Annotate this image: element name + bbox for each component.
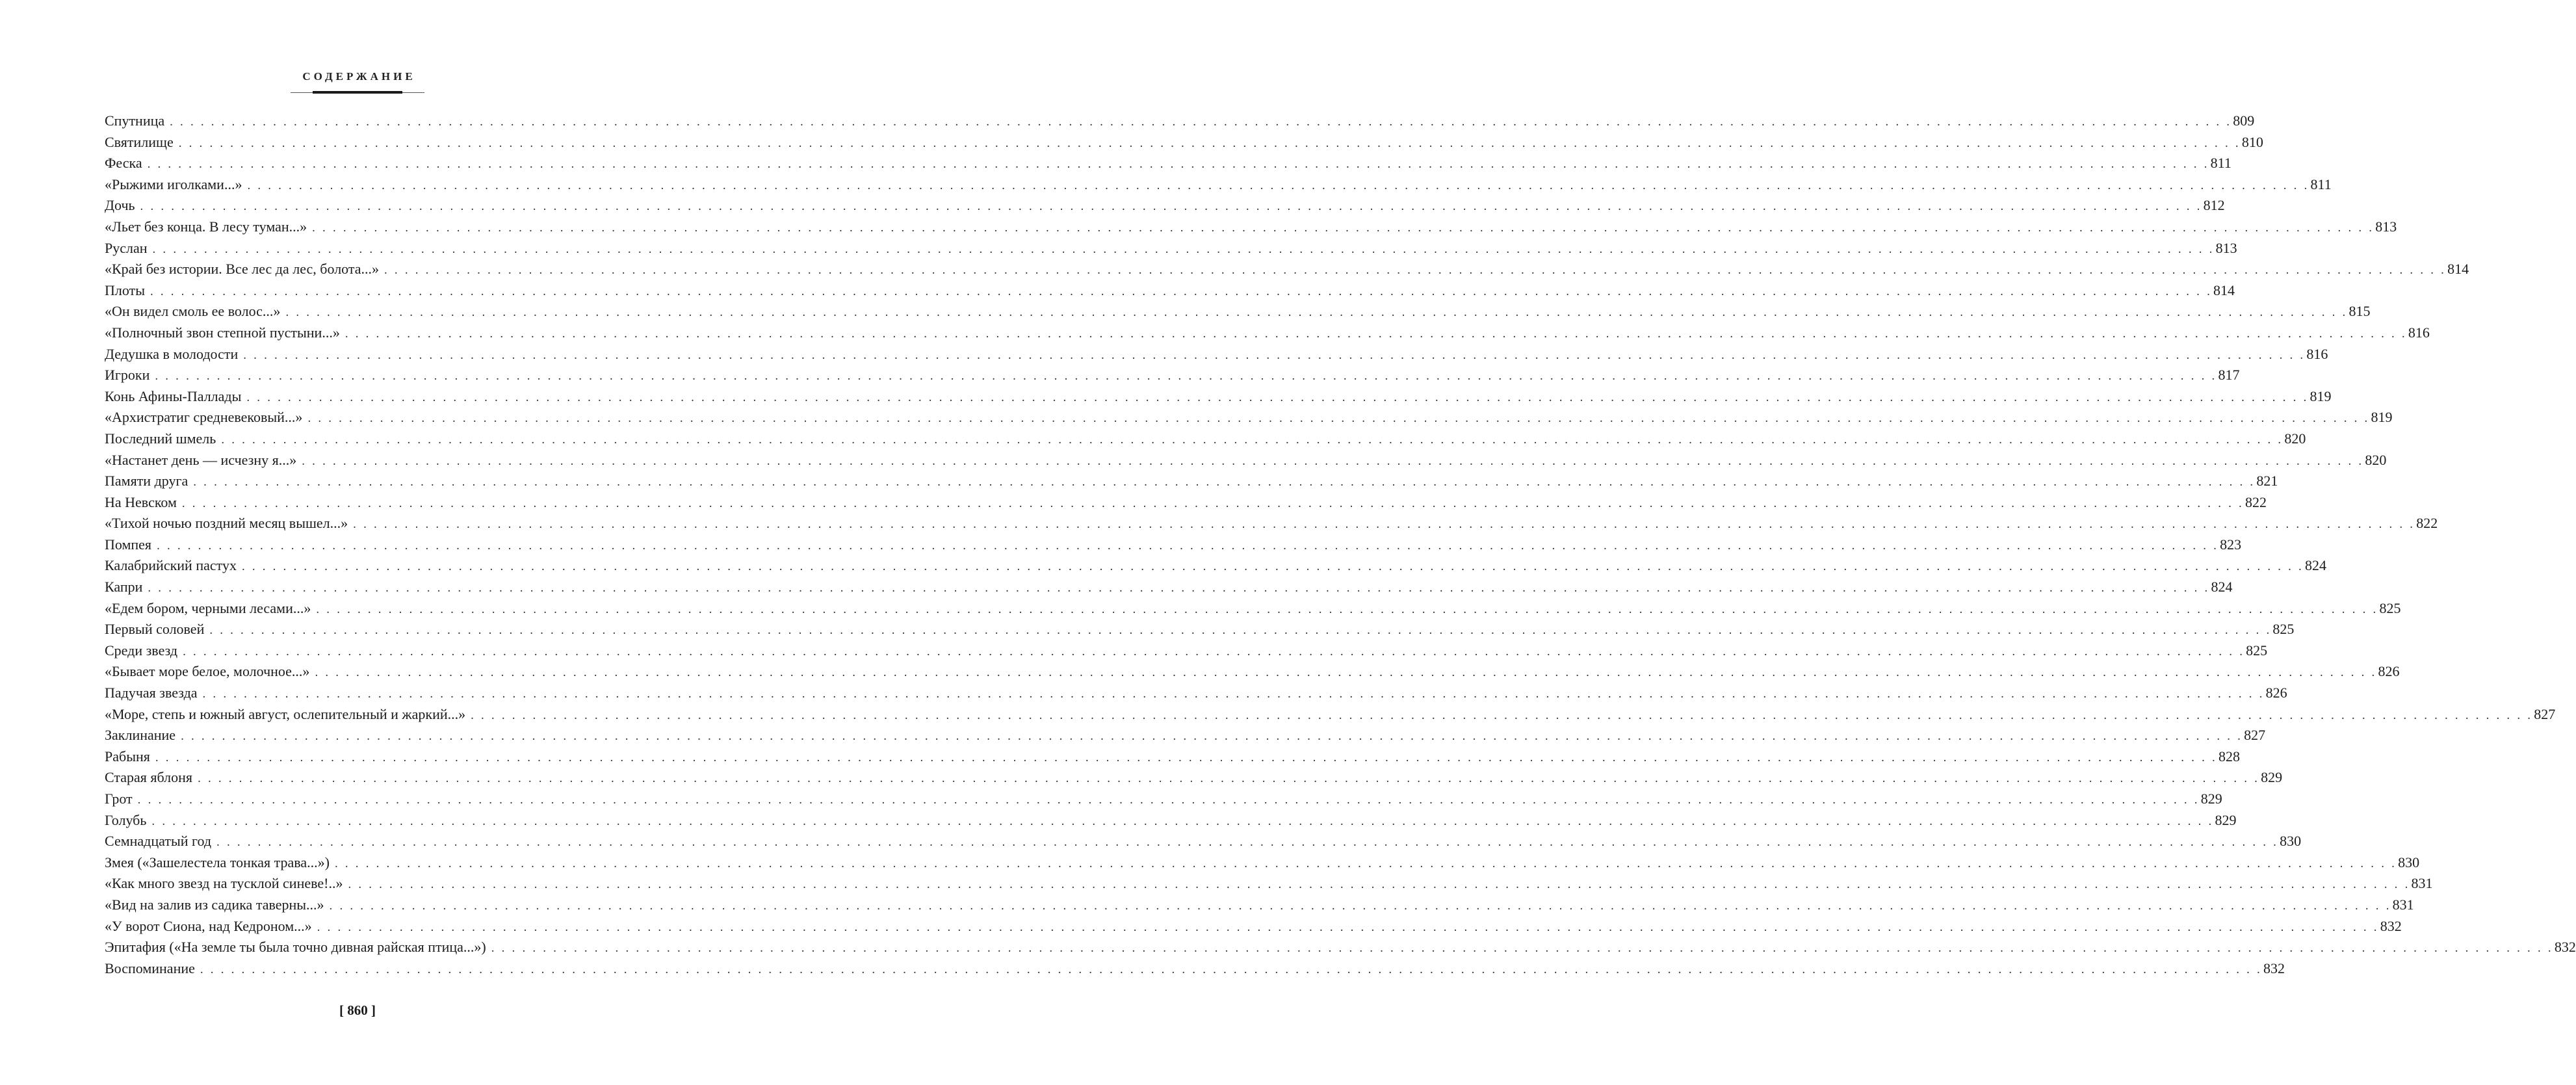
toc-entry-title: Памяти друга — [105, 473, 189, 490]
dot-leader: . . . . . . . . . . . . . . . . . . . . . . . . . . . . . . . . . . . . . . . . . . . . . . . . . . . . . . . . . . . . . . . . . . . . . . . . . . . . . . . . . . . . . . . . . . . . . . . . . . . . . . . . . . . . . . . . . . . . . . . . . . . . . . . . . . . . . . . . . . . . . . . . . . . . . . . . . . . . . . . . . . . . . . . . . . . . . . . . . . . . . . . . . . . . . . . . . . . . . . . . — [178, 136, 2241, 150]
toc-entry-title: «Вид на залив из садика таверны...» — [105, 896, 324, 913]
toc-entry-title: «Полночный звон степной пустыни...» — [105, 324, 340, 341]
toc-entry-title: Феска — [105, 155, 142, 172]
dot-leader: . . . . . . . . . . . . . . . . . . . . . . . . . . . . . . . . . . . . . . . . . . . . . . . . . . . . . . . . . . . . . . . . . . . . . . . . . . . . . . . . . . . . . . . . . . . . . . . . . . . . . . . . . . . . . . . . . . . . . . . . . . . . . . . . . . . . . . . . . . . . . . . . . . . . . . . . . . . . . . . . . . . . . . . . . . . . . . . . . . . . . . . . . . . . . . . . . . . . . . . . — [243, 348, 2306, 362]
dot-leader: . . . . . . . . . . . . . . . . . . . . . . . . . . . . . . . . . . . . . . . . . . . . . . . . . . . . . . . . . . . . . . . . . . . . . . . . . . . . . . . . . . . . . . . . . . . . . . . . . . . . . . . . . . . . . . . . . . . . . . . . . . . . . . . . . . . . . . . . . . . . . . . . . . . . . . . . . . . . . . . . . . . . . . . . . . . . . . . . . . . . . . . . . . . . . . . . . . . . . . . . — [345, 326, 2407, 341]
toc-entry-page: 829 — [2261, 769, 2283, 786]
toc-entry-title: Дедушка в молодости — [105, 345, 239, 362]
toc-entry-title: «Как много звезд на тусклой синеве!..» — [105, 875, 343, 892]
toc-entry — [105, 661, 2400, 683]
dot-leader: . . . . . . . . . . . . . . . . . . . . . . . . . . . . . . . . . . . . . . . . . . . . . . . . . . . . . . . . . . . . . . . . . . . . . . . . . . . . . . . . . . . . . . . . . . . . . . . . . . . . . . . . . . . . . . . . . . . . . . . . . . . . . . . . . . . . . . . . . . . . . . . . . . . . . . . . . . . . . . . . . . . . . . . . . . . . . . . . . . . . . . . . . . . . . . . . . . . . . . . . — [329, 898, 2391, 913]
toc-entry-title: Плоты — [105, 281, 145, 298]
toc-entry — [105, 852, 2420, 874]
dot-leader: . . . . . . . . . . . . . . . . . . . . . . . . . . . . . . . . . . . . . . . . . . . . . . . . . . . . . . . . . . . . . . . . . . . . . . . . . . . . . . . . . . . . . . . . . . . . . . . . . . . . . . . . . . . . . . . . . . . . . . . . . . . . . . . . . . . . . . . . . . . . . . . . . . . . . . . . . . . . . . . . . . . . . . . . . . . . . . . . . . . . . . . . . . . . . . . . . . . . . . . . — [137, 793, 2200, 807]
toc-entry-page: 813 — [2215, 239, 2237, 256]
toc-entry — [105, 195, 2225, 216]
toc-entry-title: «Бывает море белое, молочное...» — [105, 663, 310, 680]
toc-entry — [105, 407, 2393, 428]
dot-leader: . . . . . . . . . . . . . . . . . . . . . . . . . . . . . . . . . . . . . . . . . . . . . . . . . . . . . . . . . . . . . . . . . . . . . . . . . . . . . . . . . . . . . . . . . . . . . . . . . . . . . . . . . . . . . . . . . . . . . . . . . . . . . . . . . . . . . . . . . . . . . . . . . . . . . . . . . . . . . . . . . . . . . . . . . . . . . . . . . . . . . . . . . . . . . . . . . . . . . . . . — [183, 644, 2245, 659]
toc-entry-page: 830 — [2398, 854, 2420, 870]
toc-entry — [105, 746, 2240, 768]
toc-entry — [105, 365, 2240, 386]
toc-entry — [105, 280, 2235, 302]
toc-entry-page: 809 — [2233, 112, 2255, 129]
toc-entry — [105, 216, 2397, 238]
toc-entry-title: Спутница — [105, 112, 165, 129]
dot-leader: . . . . . . . . . . . . . . . . . . . . . . . . . . . . . . . . . . . . . . . . . . . . . . . . . . . . . . . . . . . . . . . . . . . . . . . . . . . . . . . . . . . . . . . . . . . . . . . . . . . . . . . . . . . . . . . . . . . . . . . . . . . . . . . . . . . . . . . . . . . . . . . . . . . . . . . . . . . . . . . . . . . . . . . . . . . . . . . . . . . . . . . . . . . . . . . . . . . . . . . . — [202, 687, 2265, 701]
dot-leader: . . . . . . . . . . . . . . . . . . . . . . . . . . . . . . . . . . . . . . . . . . . . . . . . . . . . . . . . . . . . . . . . . . . . . . . . . . . . . . . . . . . . . . . . . . . . . . . . . . . . . . . . . . . . . . . . . . . . . . . . . . . . . . . . . . . . . . . . . . . . . . . . . . . . . . . . . . . . . . . . . . . . . . . . . . . . . . . . . . . . . . . . . . . . . . . . . . . . . . . . — [155, 369, 2217, 384]
dot-leader: . . . . . . . . . . . . . . . . . . . . . . . . . . . . . . . . . . . . . . . . . . . . . . . . . . . . . . . . . . . . . . . . . . . . . . . . . . . . . . . . . . . . . . . . . . . . . . . . . . . . . . . . . . . . . . . . . . . . . . . . . . . . . . . . . . . . . . . . . . . . . . . . . . . . . . . . . . . . . . . . . . . . . . . . . . . . . . . . . . . . . . . . . . . . . . . . . . . . . . . . — [198, 772, 2260, 786]
dot-leader: . . . . . . . . . . . . . . . . . . . . . . . . . . . . . . . . . . . . . . . . . . . . . . . . . . . . . . . . . . . . . . . . . . . . . . . . . . . . . . . . . . . . . . . . . . . . . . . . . . . . . . . . . . . . . . . . . . . . . . . . . . . . . . . . . . . . . . . . . . . . . . . . . . . . . . . . . . . . . . . . . . . . . . . . . . . . . . . . . . . . . . . . . . . . . . . . . . . . . . . . — [147, 157, 2209, 172]
toc-entry — [105, 259, 2469, 280]
toc-entry — [105, 767, 2283, 789]
dot-leader: . . . . . . . . . . . . . . . . . . . . . . . . . . . . . . . . . . . . . . . . . . . . . . . . . . . . . . . . . . . . . . . . . . . . . . . . . . . . . . . . . . . . . . . . . . . . . . . . . . . . . . . . . . . . . . . . . . . . . . . . . . . . . . . . . . . . . . . . . . . . . . . . . . . . . . . . . . . . . . . . . . . . . . . . . . . . . . . . . . . . . . . . . . . . . . . . . . . . . . . . — [285, 306, 2348, 320]
toc-entry-title: «У ворот Сиона, над Кедроном...» — [105, 917, 312, 934]
dot-leader: . . . . . . . . . . . . . . . . . . . . . . . . . . . . . . . . . . . . . . . . . . . . . . . . . . . . . . . . . . . . . . . . . . . . . . . . . . . . . . . . . . . . . . . . . . . . . . . . . . . . . . . . . . . . . . . . . . . . . . . . . . . . . . . . . . . . . . . . . . . . . . . . . . . . . . . . . . . . . . . . . . . . . . . . . . . . . . . . . . . . . . . . . . . . . . . . . . . . . . . . — [307, 412, 2370, 426]
toc-entry — [105, 386, 2332, 408]
toc-entry-title: Помпея — [105, 536, 152, 553]
dot-leader: . . . . . . . . . . . . . . . . . . . . . . . . . . . . . . . . . . . . . . . . . . . . . . . . . . . . . . . . . . . . . . . . . . . . . . . . . . . . . . . . . . . . . . . . . . . . . . . . . . . . . . . . . . . . . . . . . . . . . . . . . . . . . . . . . . . . . . . . . . . . . . . . . . . . . . . . . . . . . . . . . . . . . . . . . . . . . . . . . . . . . . . . . . . . . . . . . . . . . . . . — [353, 517, 2415, 532]
dot-leader: . . . . . . . . . . . . . . . . . . . . . . . . . . . . . . . . . . . . . . . . . . . . . . . . . . . . . . . . . . . . . . . . . . . . . . . . . . . . . . . . . . . . . . . . . . . . . . . . . . . . . . . . . . . . . . . . . . . . . . . . . . . . . . . . . . . . . . . . . . . . . . . . . . . . . . . . . . . . . . . . . . . . . . . . . . . . . . . . . . . . . . . . . . . . . . . . . . . . . . . . — [170, 115, 2232, 129]
toc-entry-title: «Море, степь и южный август, ослепительный и жаркий...» — [105, 705, 466, 722]
toc-entry-title: Грот — [105, 791, 133, 807]
toc-entry — [105, 132, 2263, 153]
toc-entry-page: 825 — [2272, 621, 2295, 638]
toc-entry — [105, 619, 2295, 640]
toc-entry — [105, 153, 2231, 174]
dot-leader: . . . . . . . . . . . . . . . . . . . . . . . . . . . . . . . . . . . . . . . . . . . . . . . . . . . . . . . . . . . . . . . . . . . . . . . . . . . . . . . . . . . . . . . . . . . . . . . . . . . . . . . . . . . . . . . . . . . . . . . . . . . . . . . . . . . . . . . . . . . . . . . . . . . . . . . . . . . . . . . . . . . . . . . . . . . . . . . . . . . . . . . . . . . . . . . . . . . . . . . . — [152, 242, 2215, 256]
dot-leader: . . . . . . . . . . . . . . . . . . . . . . . . . . . . . . . . . . . . . . . . . . . . . . . . . . . . . . . . . . . . . . . . . . . . . . . . . . . . . . . . . . . . . . . . . . . . . . . . . . . . . . . . . . . . . . . . . . . . . . . . . . . . . . . . . . . . . . . . . . . . . . . . . . . . . . . . . . . . . . . . . . . . . . . . . . . . . . . . . . . . . . . . . . . . . . . . . . . . . . . . — [150, 284, 2213, 298]
toc-entry-page: 824 — [2305, 557, 2327, 574]
toc-entry-title: «Край без истории. Все лес да лес, болота...» — [105, 261, 380, 278]
dot-leader: . . . . . . . . . . . . . . . . . . . . . . . . . . . . . . . . . . . . . . . . . . . . . . . . . . . . . . . . . . . . . . . . . . . . . . . . . . . . . . . . . . . . . . . . . . . . . . . . . . . . . . . . . . . . . . . . . . . . . . . . . . . . . . . . . . . . . . . . . . . . . . . . . . . . . . . . . . . . . . . . . . . . . . . . . . . . . . . . . . . . . . . . . . . . . . . . . . . . . . . . — [471, 708, 2533, 722]
toc-entry-title: Эпитафия («На земле ты была точно дивная райская птица...») — [105, 939, 486, 956]
toc-entry — [105, 895, 2414, 916]
dot-leader: . . . . . . . . . . . . . . . . . . . . . . . . . . . . . . . . . . . . . . . . . . . . . . . . . . . . . . . . . . . . . . . . . . . . . . . . . . . . . . . . . . . . . . . . . . . . . . . . . . . . . . . . . . . . . . . . . . . . . . . . . . . . . . . . . . . . . . . . . . . . . . . . . . . . . . . . . . . . . . . . . . . . . . . . . . . . . . . . . . . . . . . . . . . . . . . . . . . . . . . . — [247, 178, 2309, 192]
toc-entry — [105, 810, 2237, 831]
toc-entry-page: 827 — [2534, 705, 2556, 722]
toc-entry-page: 830 — [2280, 833, 2302, 850]
toc-entry-page: 817 — [2218, 367, 2240, 384]
toc-entry — [105, 640, 2268, 662]
toc-entry-page: 829 — [2215, 811, 2237, 828]
toc-entry — [105, 704, 2556, 726]
header-rule — [291, 91, 424, 95]
toc-entry-title: Среди звезд — [105, 642, 178, 659]
toc-entry-title: На Невском — [105, 493, 177, 510]
toc-entry — [105, 322, 2430, 344]
toc-entry — [105, 831, 2302, 852]
toc-entry-page: 815 — [2348, 303, 2371, 320]
toc-entry-page: 819 — [2371, 409, 2393, 426]
dot-leader: . . . . . . . . . . . . . . . . . . . . . . . . . . . . . . . . . . . . . . . . . . . . . . . . . . . . . . . . . . . . . . . . . . . . . . . . . . . . . . . . . . . . . . . . . . . . . . . . . . . . . . . . . . . . . . . . . . . . . . . . . . . . . . . . . . . . . . . . . . . . . . . . . . . . . . . . . . . . . . . . . . . . . . . . . . . . . . . . . . . . . . . . . . . . . . . . . . . . . . . . — [302, 454, 2364, 468]
toc-entry-page: 814 — [2447, 261, 2469, 278]
toc-entry — [105, 937, 2576, 958]
toc-entry-title: «Едем бором, черными лесами...» — [105, 599, 311, 616]
toc-entry-page: 825 — [2379, 599, 2401, 616]
toc-entry-title: Старая яблоня — [105, 769, 193, 786]
toc-entry-page: 810 — [2241, 133, 2263, 150]
toc-entry-title: «Тихой ночью поздний месяц вышел...» — [105, 515, 348, 532]
dot-leader: . . . . . . . . . . . . . . . . . . . . . . . . . . . . . . . . . . . . . . . . . . . . . . . . . . . . . . . . . . . . . . . . . . . . . . . . . . . . . . . . . . . . . . . . . . . . . . . . . . . . . . . . . . . . . . . . . . . . . . . . . . . . . . . . . . . . . . . . . . . . . . . . . . . . . . . . . . . . . . . . . . . . . . . . . . . . . . . . . . . . . . . . . . . . . . . . . . . . . . . . — [157, 538, 2219, 553]
toc-entry-page: 822 — [2416, 515, 2438, 532]
toc-entry-title: «Архистратиг средневековый...» — [105, 409, 303, 426]
toc-entry-title: «Рыжими иголками...» — [105, 176, 242, 192]
toc-entry-title: Падучая звезда — [105, 685, 198, 701]
table-of-contents — [105, 111, 2576, 979]
toc-entry-title: Семнадцатый год — [105, 833, 212, 850]
toc-entry-title: Рабыня — [105, 748, 150, 765]
toc-entry — [105, 301, 2371, 322]
toc-entry-page: 831 — [2392, 896, 2414, 913]
toc-entry — [105, 174, 2332, 196]
toc-entry — [105, 555, 2327, 577]
toc-entry — [105, 725, 2266, 746]
toc-entry — [105, 534, 2242, 556]
toc-entry-title: Конь Афины-Паллады — [105, 387, 242, 404]
toc-entry-page: 819 — [2309, 387, 2332, 404]
toc-entry-page: 823 — [2220, 536, 2242, 553]
toc-entry — [105, 344, 2328, 365]
toc-entry-page: 813 — [2375, 218, 2397, 235]
toc-entry-page: 820 — [2365, 451, 2387, 468]
dot-leader: . . . . . . . . . . . . . . . . . . . . . . . . . . . . . . . . . . . . . . . . . . . . . . . . . . . . . . . . . . . . . . . . . . . . . . . . . . . . . . . . . . . . . . . . . . . . . . . . . . . . . . . . . . . . . . . . . . . . . . . . . . . . . . . . . . . . . . . . . . . . . . . . . . . . . . . . . . . . . . . . . . . . . . . . . . . . . . . . . . . . . . . . . . . . . . . . . . . . . . . . — [315, 666, 2377, 680]
toc-entry-page: 825 — [2246, 642, 2268, 659]
toc-entry — [105, 789, 2222, 810]
toc-entry-title: Первый соловей — [105, 621, 205, 638]
toc-entry-page: 816 — [2306, 345, 2328, 362]
toc-entry-title: Последний шмель — [105, 430, 216, 447]
toc-entry-title: Руслан — [105, 239, 148, 256]
toc-entry-page: 812 — [2203, 197, 2225, 214]
toc-entry — [105, 111, 2255, 132]
toc-entry-title: «Настанет день — исчезну я...» — [105, 451, 297, 468]
toc-entry-title: «Он видел смоль ее волос...» — [105, 303, 281, 320]
dot-leader: . . . . . . . . . . . . . . . . . . . . . . . . . . . . . . . . . . . . . . . . . . . . . . . . . . . . . . . . . . . . . . . . . . . . . . . . . . . . . . . . . . . . . . . . . . . . . . . . . . . . . . . . . . . . . . . . . . . . . . . . . . . . . . . . . . . . . . . . . . . . . . . . . . . . . . . . . . . . . . . . . . . . . . . . . . . . . . . . . . . . . . . . . . . . . . . . . . . . . . . . — [221, 432, 2283, 447]
dot-leader: . . . . . . . . . . . . . . . . . . . . . . . . . . . . . . . . . . . . . . . . . . . . . . . . . . . . . . . . . . . . . . . . . . . . . . . . . . . . . . . . . . . . . . . . . . . . . . . . . . . . . . . . . . . . . . . . . . . . . . . . . . . . . . . . . . . . . . . . . . . . . . . . . . . . . . . . . . . . . . . . . . . . . . . . . . . . . . . . . . . . . . . . . . . . . . . . . . . . . . . . — [246, 390, 2309, 404]
toc-entry — [105, 238, 2237, 259]
dot-leader: . . . . . . . . . . . . . . . . . . . . . . . . . . . . . . . . . . . . . . . . . . . . . . . . . . . . . . . . . . . . . . . . . . . . . . . . . . . . . . . . . . . . . . . . . . . . . . . . . . . . . . . . . . . . . . . . . . . . . . . . . . . . . . . . . . . . . . . . . . . . . . . . . . . . . . . . . . . . . . . . . . . . . . . . . . . . . . . . . . . . . . . . . . . . . . . . . . . . . . . . — [216, 835, 2279, 850]
toc-entry-page: 816 — [2408, 324, 2430, 341]
dot-leader: . . . . . . . . . . . . . . . . . . . . . . . . . . . . . . . . . . . . . . . . . . . . . . . . . . . . . . . . . . . . . . . . . . . . . . . . . . . . . . . . . . . . . . . . . . . . . . . . . . . . . . . . . . . . . . . . . . . . . . . . . . . . . . . . . . . . . . . . . . . . . . . . . . . . . . . . . . . . . . . . . . . . . . . . . . . . . . . . . . . . . . . . . . . . . . . . . . . . . . . . — [312, 220, 2374, 235]
dot-leader: . . . . . . . . . . . . . . . . . . . . . . . . . . . . . . . . . . . . . . . . . . . . . . . . . . . . . . . . . . . . . . . . . . . . . . . . . . . . . . . . . . . . . . . . . . . . . . . . . . . . . . . . . . . . . . . . . . . . . . . . . . . . . . . . . . . . . . . . . . . . . . . . . . . . . . . . . . . . . . . . . . . . . . . . . . . . . . . . . . . . . . . . . . . . . . . . . . . . . . . . — [316, 602, 2378, 616]
toc-entry — [105, 577, 2233, 598]
toc-entry-page: 832 — [2554, 939, 2576, 956]
dot-leader: . . . . . . . . . . . . . . . . . . . . . . . . . . . . . . . . . . . . . . . . . . . . . . . . . . . . . . . . . . . . . . . . . . . . . . . . . . . . . . . . . . . . . . . . . . . . . . . . . . . . . . . . . . . . . . . . . . . . . . . . . . . . . . . . . . . . . . . . . . . . . . . . . . . . . . . . . . . . . . . . . . . . . . . . . . . . . . . . . . . . . . . . . . . . . . . . . . . . . . . . — [317, 920, 2379, 934]
toc-entry-page: 827 — [2244, 727, 2266, 744]
toc-entry-title: Голубь — [105, 811, 147, 828]
dot-leader: . . . . . . . . . . . . . . . . . . . . . . . . . . . . . . . . . . . . . . . . . . . . . . . . . . . . . . . . . . . . . . . . . . . . . . . . . . . . . . . . . . . . . . . . . . . . . . . . . . . . . . . . . . . . . . . . . . . . . . . . . . . . . . . . . . . . . . . . . . . . . . . . . . . . . . . . . . . . . . . . . . . . . . . . . . . . . . . . . . . . . . . . . . . . . . . . . . . . . . . . — [181, 729, 2243, 744]
toc-entry — [105, 598, 2401, 620]
toc-entry — [105, 958, 2285, 980]
dot-leader: . . . . . . . . . . . . . . . . . . . . . . . . . . . . . . . . . . . . . . . . . . . . . . . . . . . . . . . . . . . . . . . . . . . . . . . . . . . . . . . . . . . . . . . . . . . . . . . . . . . . . . . . . . . . . . . . . . . . . . . . . . . . . . . . . . . . . . . . . . . . . . . . . . . . . . . . . . . . . . . . . . . . . . . . . . . . . . . . . . . . . . . . . . . . . . . . . . . . . . . . — [193, 475, 2256, 490]
toc-entry-page: 829 — [2200, 791, 2222, 807]
toc-entry — [105, 428, 2306, 450]
header-rule-thick — [313, 91, 402, 94]
dot-leader: . . . . . . . . . . . . . . . . . . . . . . . . . . . . . . . . . . . . . . . . . . . . . . . . . . . . . . . . . . . . . . . . . . . . . . . . . . . . . . . . . . . . . . . . . . . . . . . . . . . . . . . . . . . . . . . . . . . . . . . . . . . . . . . . . . . . . . . . . . . . . . . . . . . . . . . . . . . . . . . . . . . . . . . . . . . . . . . . . . . . . . . . . . . . . . . . . . . . . . . . — [335, 856, 2397, 870]
toc-entry-page: 824 — [2211, 579, 2233, 595]
page-header — [0, 70, 715, 95]
toc-entry-title: «Льет без конца. В лесу туман...» — [105, 218, 307, 235]
dot-leader: . . . . . . . . . . . . . . . . . . . . . . . . . . . . . . . . . . . . . . . . . . . . . . . . . . . . . . . . . . . . . . . . . . . . . . . . . . . . . . . . . . . . . . . . . . . . . . . . . . . . . . . . . . . . . . . . . . . . . . . . . . . . . . . . . . . . . . . . . . . . . . . . . . . . . . . . . . . . . . . . . . . . . . . . . . . . . . . . . . . . . . . . . . . . . . . . . . . . . . . . — [148, 581, 2210, 595]
toc-entry — [105, 513, 2438, 534]
toc-entry-page: 828 — [2218, 748, 2240, 765]
toc-entry-page: 811 — [2210, 155, 2231, 172]
toc-entry-page: 832 — [2380, 917, 2402, 934]
dot-leader: . . . . . . . . . . . . . . . . . . . . . . . . . . . . . . . . . . . . . . . . . . . . . . . . . . . . . . . . . . . . . . . . . . . . . . . . . . . . . . . . . . . . . . . . . . . . . . . . . . . . . . . . . . . . . . . . . . . . . . . . . . . . . . . . . . . . . . . . . . . . . . . . . . . . . . . . . . . . . . . . . . . . . . . . . . . . . . . . . . . . . . . . . . . . . . . . . . . . . . . . — [241, 560, 2304, 574]
toc-entry — [105, 873, 2433, 895]
toc-entry — [105, 683, 2287, 704]
toc-entry-page: 826 — [2265, 685, 2287, 701]
toc-entry-title: Калабрийский пастух — [105, 557, 237, 574]
toc-entry-title: Воспоминание — [105, 960, 195, 976]
toc-entry-title: Игроки — [105, 367, 150, 384]
toc-entry-page: 821 — [2256, 473, 2278, 490]
page-number: [ 860 ] — [339, 1002, 376, 1018]
toc-entry-page: 814 — [2213, 281, 2235, 298]
toc-entry-page: 831 — [2411, 875, 2433, 892]
toc-entry — [105, 916, 2402, 937]
toc-entry-title: Заклинание — [105, 727, 176, 744]
toc-entry — [105, 471, 2278, 492]
toc-entry-title: Капри — [105, 579, 143, 595]
toc-entry — [105, 492, 2267, 514]
toc-entry-page: 820 — [2284, 430, 2306, 447]
dot-leader: . . . . . . . . . . . . . . . . . . . . . . . . . . . . . . . . . . . . . . . . . . . . . . . . . . . . . . . . . . . . . . . . . . . . . . . . . . . . . . . . . . . . . . . . . . . . . . . . . . . . . . . . . . . . . . . . . . . . . . . . . . . . . . . . . . . . . . . . . . . . . . . . . . . . . . . . . . . . . . . . . . . . . . . . . . . . . . . . . . . . . . . . . . . . . . . . . . . . . . . . — [181, 496, 2244, 510]
toc-entry-title: Дочь — [105, 197, 135, 214]
dot-leader: . . . . . . . . . . . . . . . . . . . . . . . . . . . . . . . . . . . . . . . . . . . . . . . . . . . . . . . . . . . . . . . . . . . . . . . . . . . . . . . . . . . . . . . . . . . . . . . . . . . . . . . . . . . . . . . . . . . . . . . . . . . . . . . . . . . . . . . . . . . . . . . . . . . . . . . . . . . . . . . . . . . . . . . . . . . . . . . . . . . . . . . . . . . . . . . . . . . . . . . . — [151, 814, 2214, 828]
dot-leader: . . . . . . . . . . . . . . . . . . . . . . . . . . . . . . . . . . . . . . . . . . . . . . . . . . . . . . . . . . . . . . . . . . . . . . . . . . . . . . . . . . . . . . . . . . . . . . . . . . . . . . . . . . . . . . . . . . . . . . . . . . . . . . . . . . . . . . . . . . . . . . . . . . . . . . . . . . . . . . . . . . . . . . . . . . . . . . . . . . . . . . . . . . . . . . . . . . . . . . . . — [155, 750, 2217, 765]
dot-leader: . . . . . . . . . . . . . . . . . . . . . . . . . . . . . . . . . . . . . . . . . . . . . . . . . . . . . . . . . . . . . . . . . . . . . . . . . . . . . . . . . . . . . . . . . . . . . . . . . . . . . . . . . . . . . . . . . . . . . . . . . . . . . . . . . . . . . . . . . . . . . . . . . . . . . . . . . . . . . . . . . . . . . . . . . . . . . . . . . . . . . . . . . . . . . . . . . . . . . . . . — [348, 878, 2410, 892]
toc-entry-page: 832 — [2263, 960, 2285, 976]
toc-entry-page: 822 — [2244, 493, 2267, 510]
dot-leader: . . . . . . . . . . . . . . . . . . . . . . . . . . . . . . . . . . . . . . . . . . . . . . . . . . . . . . . . . . . . . . . . . . . . . . . . . . . . . . . . . . . . . . . . . . . . . . . . . . . . . . . . . . . . . . . . . . . . . . . . . . . . . . . . . . . . . . . . . . . . . . . . . . . . . . . . . . . . . . . . . . . . . . . . . . . . . . . . . . . . . . . . . . . . . . . . . . . . . . . . — [209, 623, 2272, 638]
toc-entry — [105, 450, 2387, 471]
dot-leader: . . . . . . . . . . . . . . . . . . . . . . . . . . . . . . . . . . . . . . . . . . . . . . . . . . . . . . . . . . . . . . . . . . . . . . . . . . . . . . . . . . . . . . . . . . . . . . . . . . . . . . . . . . . . . . . . . . . . . . . . . . . . . . . . . . . . . . . . . . . . . . . . . . . . . . . . . . . . . . . . . . . . . . . . . . . . . . . . . . . . . . . . . . . . . . . . . . . . . . . . — [491, 941, 2553, 956]
toc-entry-title: Змея («Зашелестела тонкая трава...») — [105, 854, 330, 870]
dot-leader: . . . . . . . . . . . . . . . . . . . . . . . . . . . . . . . . . . . . . . . . . . . . . . . . . . . . . . . . . . . . . . . . . . . . . . . . . . . . . . . . . . . . . . . . . . . . . . . . . . . . . . . . . . . . . . . . . . . . . . . . . . . . . . . . . . . . . . . . . . . . . . . . . . . . . . . . . . . . . . . . . . . . . . . . . . . . . . . . . . . . . . . . . . . . . . . . . . . . . . . . — [384, 263, 2447, 278]
toc-entry-page: 811 — [2310, 176, 2332, 192]
toc-entry-title: Святилище — [105, 133, 174, 150]
dot-leader: . . . . . . . . . . . . . . . . . . . . . . . . . . . . . . . . . . . . . . . . . . . . . . . . . . . . . . . . . . . . . . . . . . . . . . . . . . . . . . . . . . . . . . . . . . . . . . . . . . . . . . . . . . . . . . . . . . . . . . . . . . . . . . . . . . . . . . . . . . . . . . . . . . . . . . . . . . . . . . . . . . . . . . . . . . . . . . . . . . . . . . . . . . . . . . . . . . . . . . . . — [140, 200, 2202, 214]
dot-leader: . . . . . . . . . . . . . . . . . . . . . . . . . . . . . . . . . . . . . . . . . . . . . . . . . . . . . . . . . . . . . . . . . . . . . . . . . . . . . . . . . . . . . . . . . . . . . . . . . . . . . . . . . . . . . . . . . . . . . . . . . . . . . . . . . . . . . . . . . . . . . . . . . . . . . . . . . . . . . . . . . . . . . . . . . . . . . . . . . . . . . . . . . . . . . . . . . . . . . . . . — [200, 962, 2262, 976]
running-title: СОДЕРЖАНИЕ — [302, 70, 416, 83]
toc-entry-page: 826 — [2378, 663, 2400, 680]
